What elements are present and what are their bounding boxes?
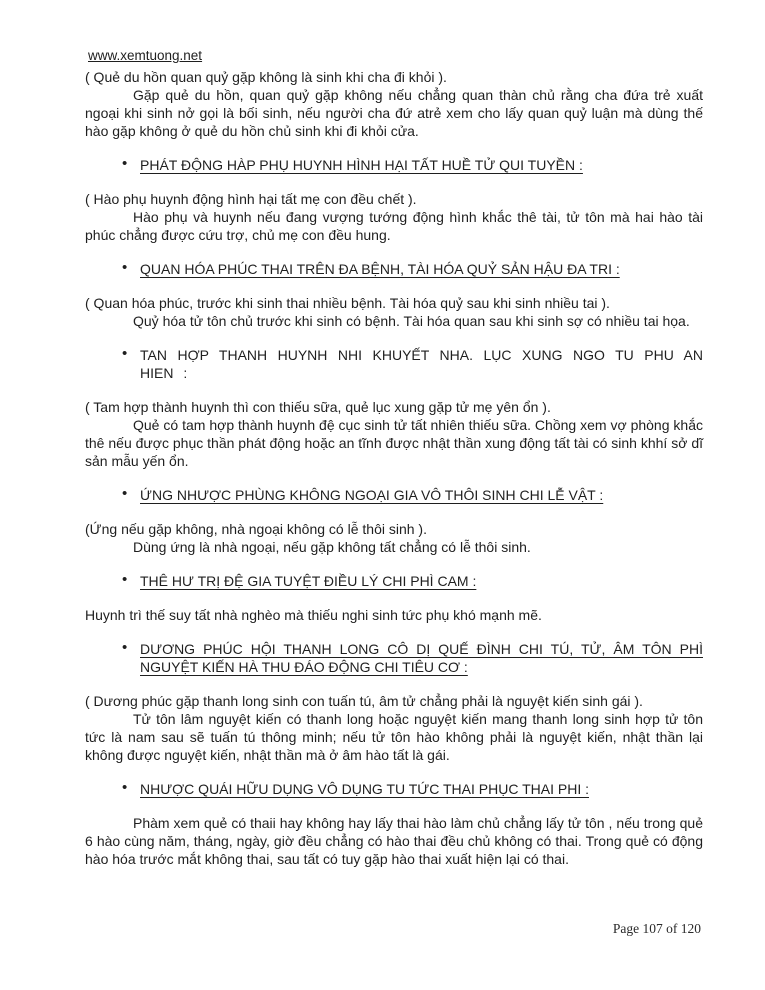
- section-heading: [85, 346, 703, 382]
- document-body: [85, 68, 703, 868]
- section-heading-text: DƯƠNG PHÚC HỘI THANH LONG CÔ DỊ QUẾ ĐÌNH CHI TÚ, TỬ, ÂM TÔN PHÌ NGUYỆT KIẾN HÀ THU ĐÁO ĐỘNG CHI TIÊU CƠ :: [140, 641, 703, 675]
- section-heading-text: NHƯỢC QUÁI HỮU DỤNG VÔ DỤNG TU TỨC THAI PHỤC THAI PHI :: [140, 781, 589, 797]
- site-url-link[interactable]: www.xemtuong.net: [88, 48, 203, 63]
- bullet-icon: •: [122, 155, 128, 172]
- section-heading-text: ỨNG NHƯỢC PHÙNG KHÔNG NGOẠI GIA VÔ THÔI SINH CHI LỄ VẬT :: [140, 487, 604, 503]
- paragraph: ( Quan hóa phúc, trước khi sinh thai nhiều bệnh. Tài hóa quỷ sau khi sinh nhiều tai ).: [85, 295, 610, 311]
- paragraph: Dùng ứng là nhà ngoại, nếu gặp không tất chẳng có lễ thôi sinh.: [133, 539, 531, 555]
- section-heading: [85, 780, 703, 798]
- section-heading: [85, 640, 703, 676]
- section-heading: [85, 156, 703, 174]
- paragraph: Gặp quẻ du hồn, quan quỷ gặp không nếu chẳng quan thàn chủ rằng cha đứa trẻ xuất ngoại khi sinh nở gọi là bối sinh, nếu người cha đứ atrẻ xem cho lấy quan quỷ luận mà dùng thế hào gặp không ở quẻ du hồn chủ sinh khi đi khỏi cửa.: [85, 87, 703, 139]
- bullet-icon: •: [122, 345, 128, 362]
- paragraph: ( Quẻ du hồn quan quỷ gặp không là sinh khi cha đi khỏi ).: [85, 69, 447, 85]
- paragraph: Quỷ hóa tử tôn chủ trước khi sinh có bệnh. Tài hóa quan sau khi sinh sợ có nhiều tai họa.: [133, 313, 690, 329]
- section-heading: [85, 260, 703, 278]
- bullet-icon: •: [122, 571, 128, 588]
- bullet-icon: •: [122, 779, 128, 796]
- bullet-icon: •: [122, 639, 128, 656]
- paragraph: ( Dương phúc gặp thanh long sinh con tuấn tú, âm tử chẳng phải là nguyệt kiến sinh gái ).: [85, 693, 643, 709]
- section-heading-text: THÊ HƯ TRỊ ĐỆ GIA TUYỆT ĐIỀU LÝ CHI PHÌ CAM :: [140, 573, 477, 589]
- section-heading-text: PHÁT ĐỘNG HÀP PHỤ HUYNH HÌNH HẠI TẤT HUỀ TỬ QUI TUYỀN :: [140, 157, 583, 173]
- section-heading-text: QUAN HÓA PHÚC THAI TRÊN ĐA BỆNH, TÀI HÓA QUỶ SẢN HẬU ĐA TRI :: [140, 261, 620, 277]
- section-heading-text: TAN HỢP THANH HUYNH NHI KHUYẾT NHA. LỤC XUNG NGO TU PHU AN HIEN :: [140, 347, 703, 381]
- paragraph: Hào phụ và huynh nếu đang vượng tướng động hình khắc thê tài, tử tôn mà hai hào tài phúc chẳng được cứu trợ, chủ mẹ con đều hung.: [85, 209, 703, 243]
- paragraph: Quẻ có tam hợp thành huynh đệ cục sinh tử tất nhiên thiếu sữa. Chồng xem vợ phòng khắc thê nếu được phục thần phát động hoặc an tĩnh được nhật thần xung động tất tài có sinh khhí sở dĩ sản mẫu yến ổn.: [85, 417, 703, 469]
- bullet-icon: •: [122, 259, 128, 276]
- page-number-label: Page 107 of 120: [612, 921, 701, 936]
- paragraph: (Ứng nếu gặp không, nhà ngoại không có lễ thôi sinh ).: [85, 521, 427, 537]
- section-heading: [85, 486, 703, 504]
- section-heading: [85, 572, 703, 590]
- bullet-icon: •: [122, 485, 128, 502]
- paragraph: Tử tôn lâm nguyệt kiến có thanh long hoặc nguyệt kiến mang thanh long sinh hợp tử tôn tức là nam sau sẽ tuấn tú thông minh; nếu tử tôn hào không phải là nguyệt kiến, nhật thần lại không được nguyệt kiến, nhật thần mà ở âm hào tất là gái.: [85, 711, 703, 763]
- paragraph: ( Tam hợp thành huynh thì con thiếu sữa, quẻ lục xung gặp tử mẹ yên ổn ).: [85, 399, 551, 415]
- paragraph: Huynh trì thế suy tất nhà nghèo mà thiếu nghi sinh tức phụ khó mạnh mẽ.: [85, 607, 542, 623]
- paragraph: Phàm xem quẻ có thaii hay không hay lấy thai hào làm chủ chẳng lấy tử tôn , nếu trong quẻ 6 hào cùng năm, tháng, ngày, giờ đều chẳng có hào thai đều chủ không có thai. Trong quẻ có động hào hóa trước mắt không thai, sau tất có tuy gặp hào thai xuất hiện lại có thai.: [85, 815, 703, 867]
- paragraph: ( Hào phụ huynh động hình hại tất mẹ con đều chết ).: [85, 191, 417, 207]
